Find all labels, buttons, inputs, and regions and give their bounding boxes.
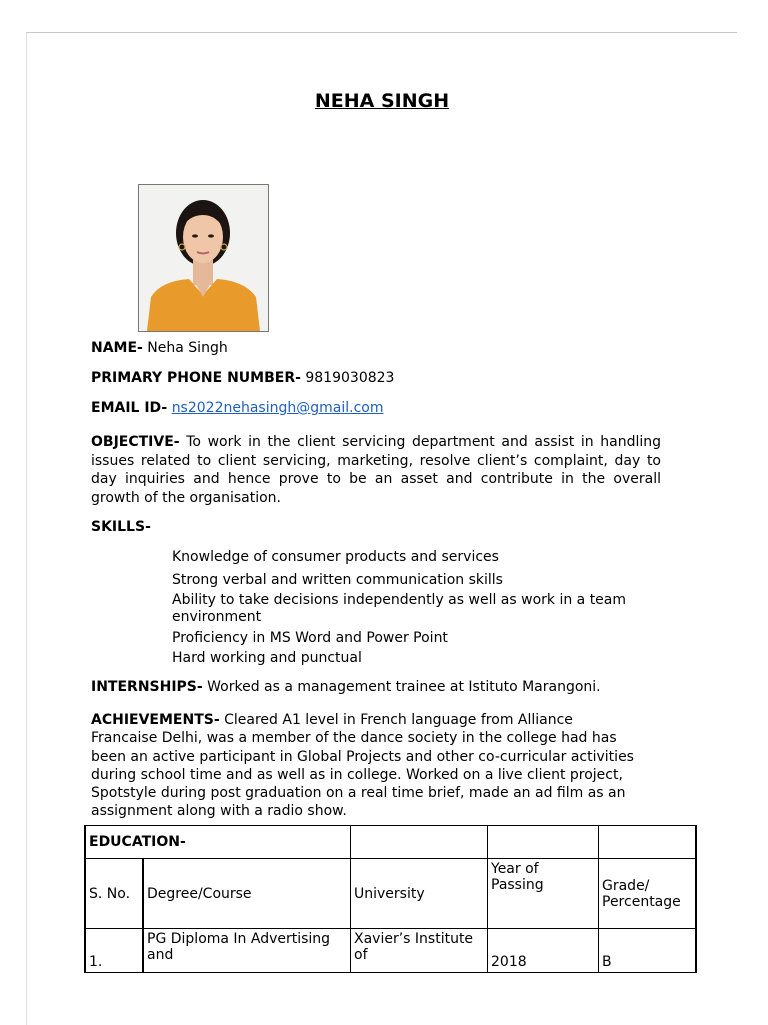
empty-cell [351, 826, 488, 859]
phone-label: PRIMARY PHONE NUMBER- [91, 370, 301, 386]
table-cell: Xavier’s Institute of [351, 929, 488, 973]
email-link[interactable]: ns2022nehasingh@gmail.com [171, 400, 384, 416]
email-label: EMAIL ID- [91, 400, 168, 416]
internships-text: Worked as a management trainee at Istituto Marangoni. [202, 679, 601, 695]
skills-heading [91, 519, 151, 536]
table-row [85, 929, 696, 973]
name-value: Neha Singh [142, 340, 228, 356]
education-heading-row [85, 826, 696, 859]
table-cell: 1. [85, 929, 143, 973]
objective-label: OBJECTIVE- [91, 434, 180, 450]
education-heading-cell [85, 826, 351, 859]
resume-title: NEHA SINGH [314, 90, 450, 112]
name-field [91, 340, 228, 357]
phone-field [91, 370, 394, 387]
achievements-section [91, 711, 641, 821]
table-header-row [85, 859, 696, 929]
phone-value: 9819030823 [300, 370, 395, 386]
empty-cell [599, 826, 697, 859]
education-label: EDUCATION- [89, 834, 186, 850]
achievements-text: Cleared A1 level in French language from Alliance Francaise Delhi, was a member of the dance society in the college had has been an active participant in Global Projects and other co-curricular activities during school time and as well as in college. Worked on a live client project, Spotstyle during post graduation on a real time brief, made an ad film as an assignment along with a radio show. [91, 712, 634, 820]
empty-cell [488, 826, 599, 859]
achievements-label: ACHIEVEMENTS- [91, 712, 220, 728]
portrait-image [139, 185, 268, 331]
table-cell: 2018 [488, 929, 599, 973]
objective-text: To work in the client servicing department and assist in handling issues related to client servicing, marketing, resolve client’s complaint, day to day inquiries and hence prove to be an asset and contribute in the overall growth of the organisation. [91, 434, 661, 506]
objective-section [91, 433, 661, 507]
header-cell: S. No. [85, 859, 143, 929]
header-cell: Year of Passing [488, 859, 599, 929]
skill-item: Hard working and punctual [172, 650, 362, 666]
header-cell: Grade/ Percentage [599, 859, 697, 929]
skill-item: Knowledge of consumer products and services [172, 549, 499, 565]
name-label: NAME- [91, 340, 143, 356]
skill-item: Proficiency in MS Word and Power Point [172, 630, 448, 646]
header-cell: University [351, 859, 488, 929]
internships-label: INTERNSHIPS- [91, 679, 203, 695]
skills-label: SKILLS- [91, 519, 151, 535]
skill-item: Ability to take decisions independently as well as work in a team environment [172, 592, 627, 625]
table-cell: PG Diploma In Advertising and [143, 929, 351, 973]
header-cell: Degree/Course [143, 859, 351, 929]
email-field [91, 400, 383, 417]
profile-photo [138, 184, 269, 332]
skill-item: Strong verbal and written communication skills [172, 572, 503, 588]
document-page [26, 32, 737, 1025]
internships-section [91, 679, 691, 696]
table-cell: B [599, 929, 697, 973]
education-table [84, 825, 697, 973]
